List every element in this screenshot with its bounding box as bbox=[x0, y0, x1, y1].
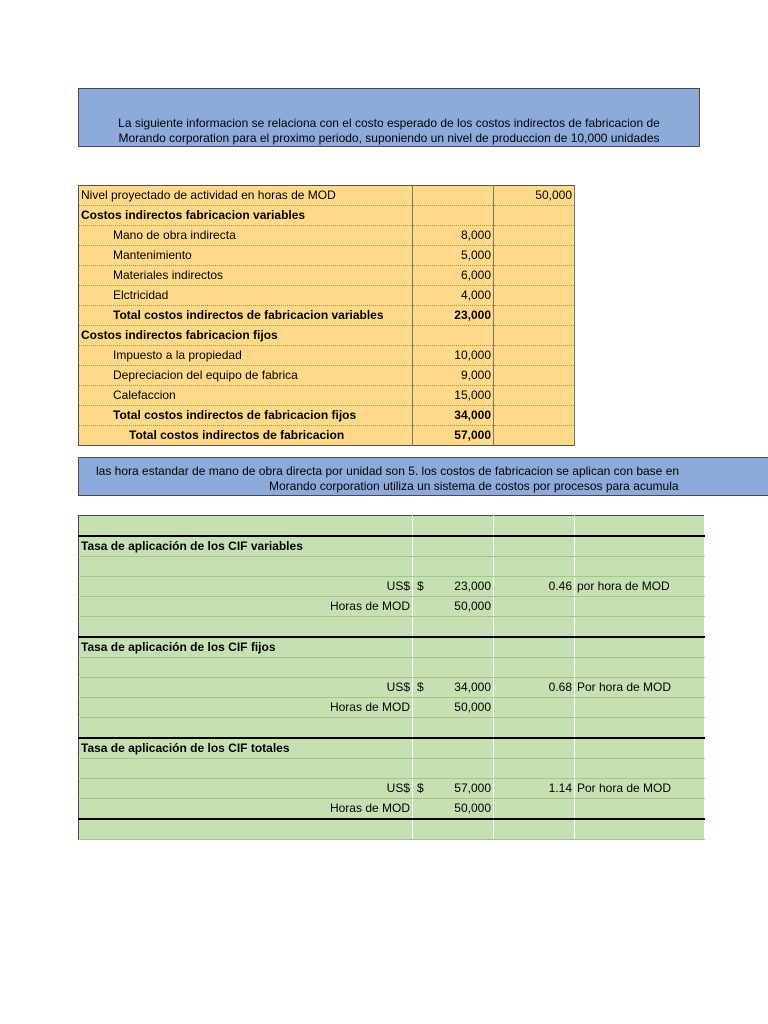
cell[interactable] bbox=[494, 658, 575, 678]
cell[interactable]: 8,000 bbox=[413, 226, 494, 246]
cell[interactable] bbox=[575, 597, 705, 617]
table-row bbox=[79, 426, 575, 446]
cell[interactable]: 23,000 bbox=[413, 306, 494, 326]
cell[interactable] bbox=[413, 186, 494, 206]
table-row bbox=[79, 698, 705, 718]
cell[interactable] bbox=[575, 698, 705, 718]
cell[interactable]: Costos indirectos fabricacion variables bbox=[79, 206, 413, 226]
table-row bbox=[79, 346, 575, 366]
table-row bbox=[79, 597, 705, 617]
table-row bbox=[79, 206, 575, 226]
budget-table bbox=[78, 185, 575, 446]
cell[interactable] bbox=[494, 597, 575, 617]
amount: 34,000 bbox=[454, 680, 491, 694]
cell[interactable] bbox=[413, 326, 494, 346]
cell[interactable] bbox=[413, 637, 494, 658]
cell[interactable]: Total costos indirectos de fabricacion bbox=[79, 426, 413, 446]
cell[interactable] bbox=[575, 718, 705, 739]
cell[interactable]: Por hora de MOD bbox=[575, 678, 705, 698]
cell[interactable] bbox=[575, 617, 705, 638]
cell[interactable]: Impuesto a la propiedad bbox=[79, 346, 413, 366]
amount: 57,000 bbox=[454, 781, 491, 795]
table-row bbox=[79, 226, 575, 246]
table-row bbox=[79, 406, 575, 426]
cell[interactable] bbox=[494, 738, 575, 759]
cell[interactable] bbox=[79, 516, 413, 537]
cell[interactable] bbox=[494, 698, 575, 718]
cell[interactable] bbox=[494, 759, 575, 779]
cell[interactable] bbox=[494, 516, 575, 537]
table-row bbox=[79, 326, 575, 346]
note-line-2: Morando corporation utiliza un sistema de costos por procesos para acumula bbox=[269, 479, 679, 493]
cell[interactable] bbox=[494, 266, 575, 286]
table-row bbox=[79, 366, 575, 386]
cell[interactable] bbox=[79, 557, 413, 577]
cell[interactable] bbox=[494, 306, 575, 326]
table-row bbox=[79, 266, 575, 286]
cell[interactable] bbox=[79, 718, 413, 739]
cell[interactable]: 10,000 bbox=[413, 346, 494, 366]
cell[interactable] bbox=[494, 326, 575, 346]
cell[interactable]: Horas de MOD bbox=[79, 799, 413, 820]
cell[interactable] bbox=[494, 406, 575, 426]
table-row bbox=[79, 286, 575, 306]
cell[interactable]: 5,000 bbox=[413, 246, 494, 266]
cell[interactable] bbox=[494, 226, 575, 246]
cell[interactable] bbox=[413, 738, 494, 759]
note-line-1: las hora estandar de mano de obra directa por unidad son 5. los costos de fabricacion se aplican con base en bbox=[96, 464, 680, 478]
cell[interactable] bbox=[494, 536, 575, 557]
cell[interactable] bbox=[413, 577, 494, 597]
cell[interactable] bbox=[494, 617, 575, 638]
cell[interactable]: Mano de obra indirecta bbox=[79, 226, 413, 246]
table-row bbox=[79, 637, 705, 658]
cell[interactable] bbox=[413, 819, 494, 840]
cell[interactable] bbox=[494, 819, 575, 840]
table-row bbox=[79, 678, 705, 698]
cell[interactable]: Nivel proyectado de actividad en horas de MOD bbox=[79, 186, 413, 206]
cell[interactable] bbox=[413, 557, 494, 577]
cell[interactable]: Horas de MOD bbox=[79, 698, 413, 718]
cell[interactable]: 1.14 bbox=[494, 779, 575, 799]
cell[interactable] bbox=[79, 658, 413, 678]
cell[interactable]: Elctricidad bbox=[79, 286, 413, 306]
cell[interactable]: Costos indirectos fabricacion fijos bbox=[79, 326, 413, 346]
amount: 23,000 bbox=[454, 579, 491, 593]
table-row bbox=[79, 306, 575, 326]
cell[interactable]: US$ bbox=[79, 779, 413, 799]
dollar-sign: $ bbox=[417, 579, 424, 593]
cell[interactable] bbox=[494, 799, 575, 820]
cell[interactable]: Depreciacion del equipo de fabrica bbox=[79, 366, 413, 386]
cell[interactable] bbox=[575, 536, 705, 557]
cell[interactable] bbox=[494, 718, 575, 739]
cell[interactable]: 15,000 bbox=[413, 386, 494, 406]
cell[interactable] bbox=[413, 658, 494, 678]
cell[interactable]: Total costos indirectos de fabricacion fijos bbox=[79, 406, 413, 426]
cell[interactable]: Mantenimiento bbox=[79, 246, 413, 266]
cell[interactable]: 50,000 bbox=[413, 799, 494, 820]
table-row bbox=[79, 577, 705, 597]
cell[interactable]: 4,000 bbox=[413, 286, 494, 306]
cell[interactable] bbox=[413, 536, 494, 557]
cell[interactable] bbox=[79, 759, 413, 779]
table-row bbox=[79, 779, 705, 799]
table-row bbox=[79, 718, 705, 739]
cell[interactable] bbox=[413, 516, 494, 537]
cell[interactable] bbox=[494, 386, 575, 406]
cell[interactable]: 0.68 bbox=[494, 678, 575, 698]
cell[interactable]: Por hora de MOD bbox=[575, 779, 705, 799]
table-row bbox=[79, 516, 705, 537]
cell[interactable]: 50,000 bbox=[413, 698, 494, 718]
cell[interactable] bbox=[575, 738, 705, 759]
cell[interactable] bbox=[413, 206, 494, 226]
cell[interactable]: Materiales indirectos bbox=[79, 266, 413, 286]
cell[interactable]: 50,000 bbox=[494, 186, 575, 206]
cell[interactable] bbox=[79, 819, 413, 840]
cell[interactable]: 0.46 bbox=[494, 577, 575, 597]
cell[interactable] bbox=[494, 206, 575, 226]
cell[interactable] bbox=[413, 617, 494, 638]
cell[interactable] bbox=[413, 718, 494, 739]
cell[interactable] bbox=[575, 658, 705, 678]
cell[interactable] bbox=[413, 779, 494, 799]
cell[interactable] bbox=[575, 637, 705, 658]
note-banner bbox=[78, 457, 768, 496]
dollar-sign: $ bbox=[417, 680, 424, 694]
cell[interactable] bbox=[575, 759, 705, 779]
dollar-sign: $ bbox=[417, 781, 424, 795]
cell[interactable] bbox=[494, 346, 575, 366]
table-row bbox=[79, 617, 705, 638]
section-title[interactable]: Tasa de aplicación de los CIF variables bbox=[79, 536, 413, 557]
cell[interactable] bbox=[494, 366, 575, 386]
intro-line-2: Morando corporation para el proximo periodo, suponiendo un nivel de produccion de 10,000 unidades bbox=[118, 131, 660, 145]
cell[interactable] bbox=[494, 286, 575, 306]
cell[interactable]: Calefaccion bbox=[79, 386, 413, 406]
cell[interactable] bbox=[575, 516, 705, 537]
cell[interactable] bbox=[413, 759, 494, 779]
table-row bbox=[79, 759, 705, 779]
cell[interactable]: 57,000 bbox=[413, 426, 494, 446]
cell[interactable]: 6,000 bbox=[413, 266, 494, 286]
cell[interactable] bbox=[494, 557, 575, 577]
intro-banner bbox=[78, 88, 700, 147]
section-title[interactable]: Tasa de aplicación de los CIF totales bbox=[79, 738, 413, 759]
cell[interactable] bbox=[575, 819, 705, 840]
cell[interactable] bbox=[494, 246, 575, 266]
table-row bbox=[79, 799, 705, 820]
cell[interactable]: US$ bbox=[79, 678, 413, 698]
table-row bbox=[79, 386, 575, 406]
cell[interactable] bbox=[575, 799, 705, 820]
cell[interactable] bbox=[79, 617, 413, 638]
cell[interactable] bbox=[494, 637, 575, 658]
cell[interactable]: 34,000 bbox=[413, 406, 494, 426]
section-title[interactable]: Tasa de aplicación de los CIF fijos bbox=[79, 637, 413, 658]
cell[interactable]: 9,000 bbox=[413, 366, 494, 386]
cell[interactable]: Total costos indirectos de fabricacion variables bbox=[79, 306, 413, 326]
table-row bbox=[79, 557, 705, 577]
table-row bbox=[79, 246, 575, 266]
table-row bbox=[79, 658, 705, 678]
cell[interactable] bbox=[494, 426, 575, 446]
cell[interactable]: US$ bbox=[79, 577, 413, 597]
cell[interactable] bbox=[413, 678, 494, 698]
table-row bbox=[79, 738, 705, 759]
cell[interactable]: 50,000 bbox=[413, 597, 494, 617]
table-row bbox=[79, 536, 705, 557]
cell[interactable]: por hora de MOD bbox=[575, 577, 705, 597]
cell[interactable] bbox=[575, 557, 705, 577]
table-row bbox=[79, 186, 575, 206]
intro-line-1: La siguiente informacion se relaciona con el costo esperado de los costos indirectos de fabricacion de bbox=[118, 116, 660, 130]
table-row bbox=[79, 819, 705, 840]
cell[interactable]: Horas de MOD bbox=[79, 597, 413, 617]
rates-table bbox=[78, 515, 705, 840]
